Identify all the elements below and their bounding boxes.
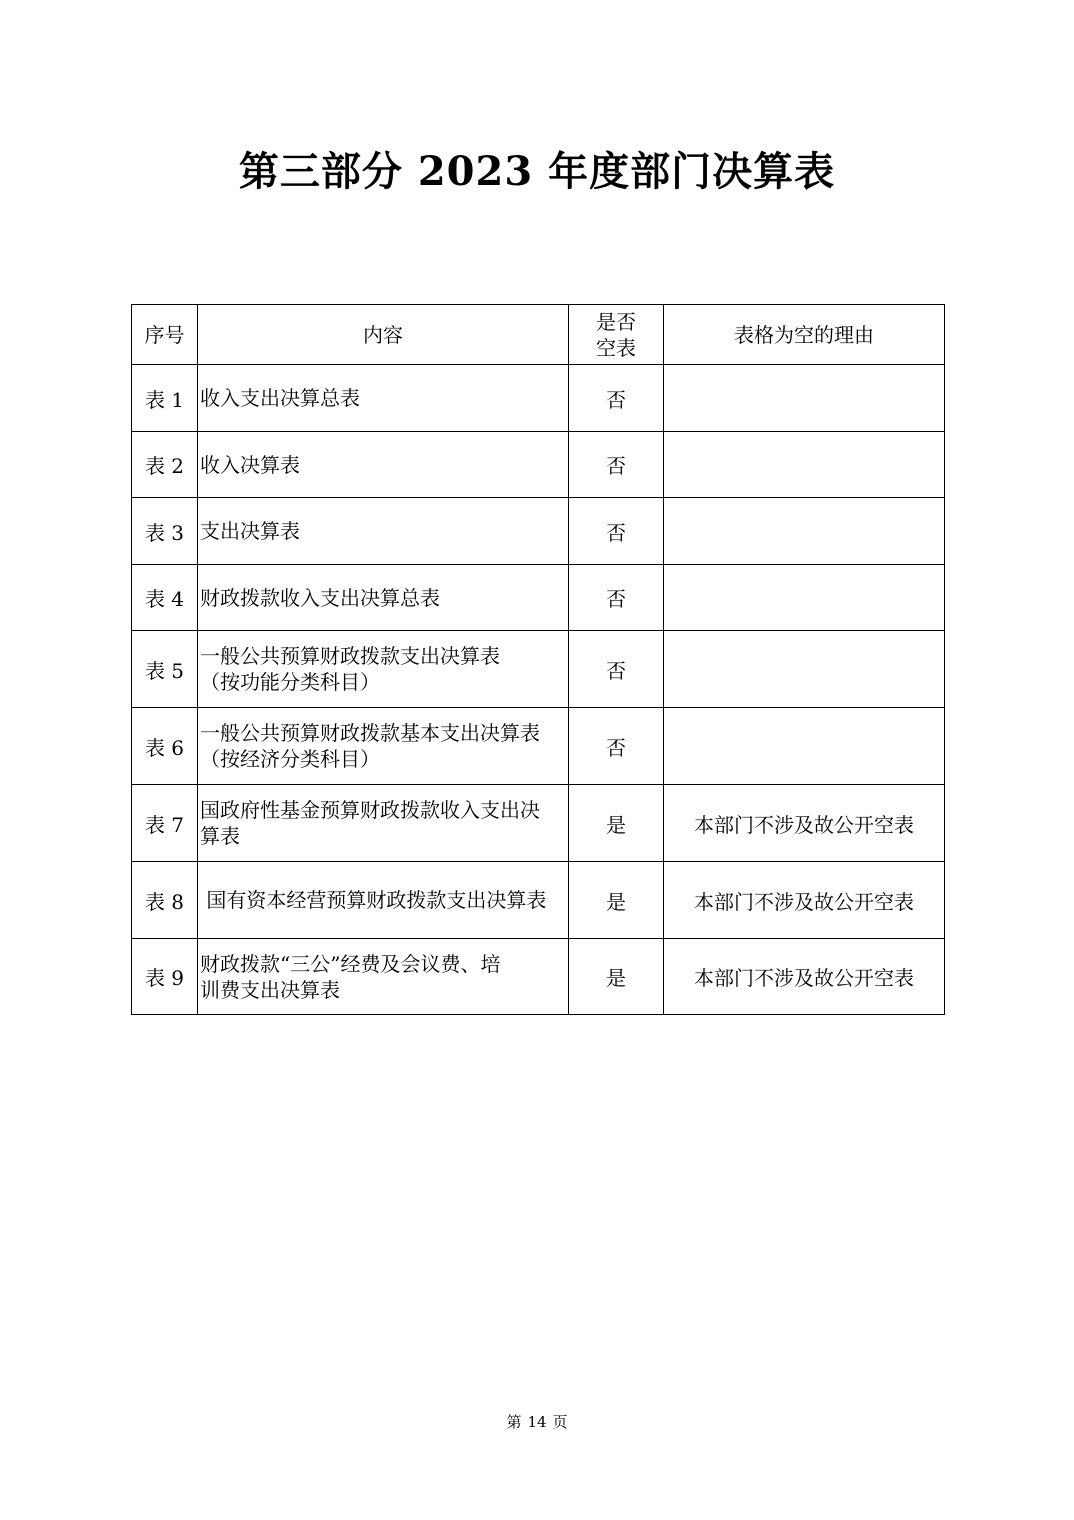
- cell-is-empty: 是: [569, 939, 664, 1015]
- cell-reason: [664, 498, 945, 565]
- cell-content-line: 国有资本经营预算财政拨款支出决算表: [200, 888, 547, 912]
- cell-content-line: 收入决算表: [200, 452, 300, 477]
- table-row: [132, 565, 945, 631]
- cell-no: 表 8: [132, 862, 198, 939]
- cell-reason: 本部门不涉及故公开空表: [664, 939, 945, 1015]
- header-empty-line2: 空表: [596, 335, 636, 360]
- cell-reason: [664, 432, 945, 498]
- cell-content-line: （按功能分类科目）: [200, 670, 380, 694]
- table-index: [131, 304, 945, 1015]
- cell-content-line: （按经济分类科目）: [200, 747, 380, 771]
- cell-content-line: 训费支出决算表: [200, 977, 340, 1002]
- cell-content: [198, 432, 569, 498]
- cell-no: 表 2: [132, 432, 198, 498]
- table-body: [132, 365, 945, 1015]
- cell-content: [198, 365, 569, 432]
- cell-content-line: 支出决算表: [200, 519, 300, 543]
- cell-content-line: 一般公共预算财政拨款支出决算表: [200, 644, 500, 668]
- table-row: [132, 785, 945, 862]
- cell-content: [198, 785, 569, 862]
- cell-reason: [664, 365, 945, 432]
- cell-no: 表 1: [132, 365, 198, 432]
- cell-reason: [664, 631, 945, 708]
- table-row: [132, 498, 945, 565]
- cell-is-empty: 否: [569, 631, 664, 708]
- page-footer: [0, 1411, 1074, 1432]
- page-number: 14: [527, 1413, 547, 1431]
- cell-content: [198, 939, 569, 1015]
- table-row: [132, 365, 945, 432]
- page-title: 第三部分 2023 年度部门决算表: [238, 148, 836, 195]
- cell-is-empty: 是: [569, 785, 664, 862]
- footer-suffix: 页: [552, 1413, 568, 1431]
- cell-content: [198, 565, 569, 631]
- cell-is-empty: 否: [569, 432, 664, 498]
- cell-content: [198, 708, 569, 785]
- cell-no: 表 6: [132, 708, 198, 785]
- cell-is-empty: 否: [569, 708, 664, 785]
- cell-reason: [664, 565, 945, 631]
- cell-is-empty: 否: [569, 498, 664, 565]
- cell-content-line: 一般公共预算财政拨款基本支出决算表: [200, 721, 540, 745]
- cell-reason: 本部门不涉及故公开空表: [664, 862, 945, 939]
- cell-content-line: 国政府性基金预算财政拨款收入支出决: [200, 798, 540, 822]
- cell-no: 表 3: [132, 498, 198, 565]
- footer-prefix: 第: [506, 1413, 522, 1431]
- cell-reason: 本部门不涉及故公开空表: [664, 785, 945, 862]
- header-empty: [569, 305, 664, 365]
- cell-is-empty: 否: [569, 565, 664, 631]
- header-no: 序号: [132, 305, 198, 365]
- header-reason: 表格为空的理由: [664, 305, 945, 365]
- cell-is-empty: 否: [569, 365, 664, 432]
- cell-no: 表 4: [132, 565, 198, 631]
- cell-reason: [664, 708, 945, 785]
- cell-is-empty: 是: [569, 862, 664, 939]
- cell-content-line: 财政拨款收入支出决算总表: [200, 585, 440, 610]
- cell-no: 表 5: [132, 631, 198, 708]
- cell-content: [198, 631, 569, 708]
- cell-content-line: 算表: [200, 824, 240, 848]
- table-header-row: [132, 305, 945, 365]
- cell-no: 表 7: [132, 785, 198, 862]
- cell-content: [198, 498, 569, 565]
- cell-content-line: 收入支出决算总表: [200, 386, 360, 410]
- table-row: [132, 939, 945, 1015]
- cell-content: [198, 862, 569, 939]
- header-empty-line1: 是否: [596, 309, 636, 334]
- cell-no: 表 9: [132, 939, 198, 1015]
- header-content: 内容: [198, 305, 569, 365]
- table-row: [132, 631, 945, 708]
- table-row: [132, 862, 945, 939]
- table-row: [132, 708, 945, 785]
- table-row: [132, 432, 945, 498]
- cell-content-line: 财政拨款“三公”经费及会议费、培: [200, 951, 501, 976]
